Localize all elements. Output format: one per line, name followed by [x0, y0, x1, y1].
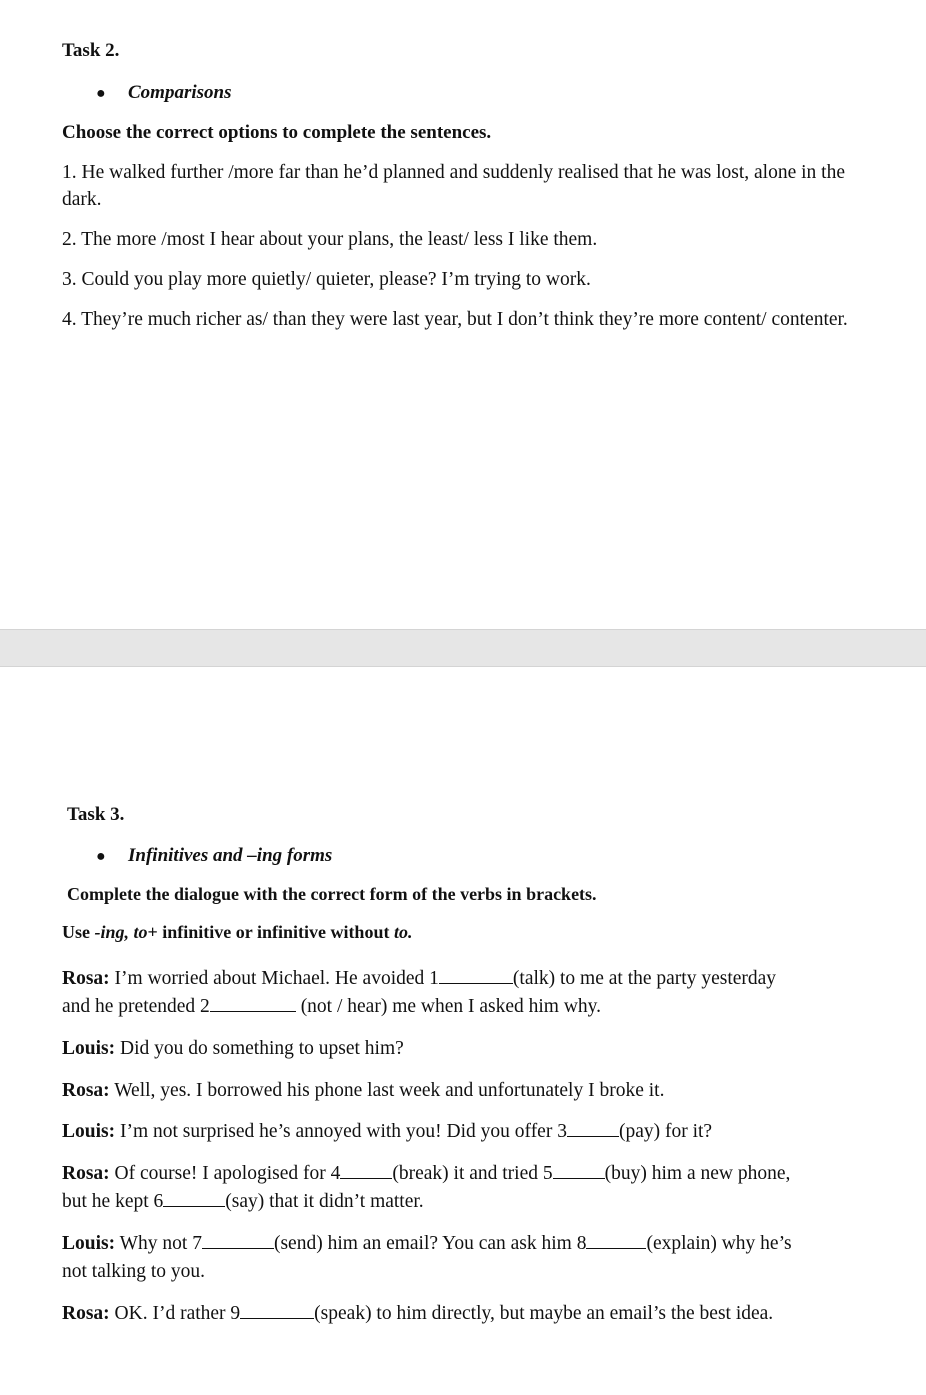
bullet-dot-icon: ● [96, 848, 106, 865]
dialogue-text: (not / hear) me when I asked him why. [295, 996, 602, 1017]
dialogue-text: (break) it and tried 5 [392, 1163, 553, 1184]
instr-part-a: Use [62, 922, 95, 942]
task2-instruction: Choose the correct options to complete the sentences. [62, 122, 492, 143]
task3-instruction: Complete the dialogue with the correct form of the verbs in brackets. [67, 884, 597, 904]
dialogue-text: but he kept 6 [62, 1191, 164, 1212]
dialogue-louis-3-cont [62, 1258, 862, 1285]
task2-item-1: 1. He walked further /more far than he’d planned and suddenly realised that he was lost, alone in the dark. [62, 162, 845, 210]
dialogue-text: I’m not surprised he’s annoyed with you! Did you offer 3 [119, 1121, 567, 1142]
dialogue-text: (pay) for it? [618, 1121, 713, 1142]
dialogue-rosa-2 [62, 1077, 862, 1104]
task2-item-4: 4. They’re much richer as/ than they were last year, but I don’t think they’re more content/ contenter. [62, 309, 848, 330]
dialogue-text: (buy) him a new phone, [604, 1163, 791, 1184]
blank-4[interactable] [340, 1177, 392, 1179]
speaker-rosa: Rosa: [62, 1303, 110, 1324]
task3-topic: Infinitives and –ing forms [128, 845, 333, 866]
blank-6[interactable] [163, 1205, 225, 1207]
dialogue-text: Well, yes. I borrowed his phone last week and unfortunately I broke it. [114, 1080, 665, 1101]
instr-part-b: -ing, to [94, 922, 148, 942]
bullet-dot-icon: ● [96, 85, 106, 102]
page-1 [0, 0, 926, 629]
page-2 [0, 667, 926, 1395]
task2-topic-bullet [96, 82, 231, 104]
task2-item-3: 3. Could you play more quietly/ quieter, please? I’m trying to work. [62, 269, 591, 290]
task3-topic-bullet [96, 845, 332, 867]
instr-part-c: + infinitive or infinitive without [147, 922, 394, 942]
blank-7[interactable] [202, 1247, 274, 1249]
dialogue-text: Why not 7 [119, 1233, 202, 1254]
dialogue-text: (send) him an email? You can ask him 8 [273, 1233, 587, 1254]
dialogue-text: (say) that it didn’t matter. [225, 1191, 424, 1212]
dialogue-rosa-3 [62, 1160, 862, 1187]
task3-instruction-2 [62, 922, 412, 943]
task3-title: Task 3. [67, 804, 125, 825]
dialogue-text: not talking to you. [62, 1261, 205, 1282]
blank-8[interactable] [586, 1247, 646, 1249]
dialogue-rosa-4 [62, 1300, 862, 1327]
dialogue-text: (talk) to me at the party yesterday [512, 968, 777, 989]
dialogue-rosa-1-cont [62, 993, 862, 1020]
task2-title: Task 2. [62, 40, 120, 61]
instr-part-d: to. [393, 922, 413, 942]
speaker-louis: Louis: [62, 1233, 116, 1254]
task2-item-2: 2. The more /most I hear about your plans, the least/ less I like them. [62, 229, 598, 250]
blank-9[interactable] [240, 1317, 314, 1319]
dialogue-text: OK. I’d rather 9 [114, 1303, 241, 1324]
blank-1[interactable] [439, 982, 513, 984]
dialogue-text: Of course! I apologised for 4 [114, 1163, 341, 1184]
blank-5[interactable] [553, 1177, 605, 1179]
task2-topic: Comparisons [128, 82, 232, 103]
dialogue-text: I’m worried about Michael. He avoided 1 [114, 968, 439, 989]
dialogue-text: Did you do something to upset him? [119, 1038, 404, 1059]
dialogue-rosa-1 [62, 965, 862, 992]
blank-3[interactable] [567, 1135, 619, 1137]
speaker-rosa: Rosa: [62, 1163, 110, 1184]
speaker-rosa: Rosa: [62, 968, 110, 989]
dialogue-louis-3 [62, 1230, 862, 1257]
dialogue-louis-2 [62, 1118, 862, 1145]
speaker-rosa: Rosa: [62, 1080, 110, 1101]
speaker-louis: Louis: [62, 1121, 116, 1142]
dialogue-text: (speak) to him directly, but maybe an email’s the best idea. [314, 1303, 774, 1324]
dialogue-text: and he pretended 2 [62, 996, 210, 1017]
page-break-gap [0, 629, 926, 667]
dialogue-rosa-3-cont [62, 1188, 862, 1215]
speaker-louis: Louis: [62, 1038, 116, 1059]
dialogue-louis-1 [62, 1035, 862, 1062]
blank-2[interactable] [210, 1010, 296, 1012]
dialogue-text: (explain) why he’s [646, 1233, 792, 1254]
